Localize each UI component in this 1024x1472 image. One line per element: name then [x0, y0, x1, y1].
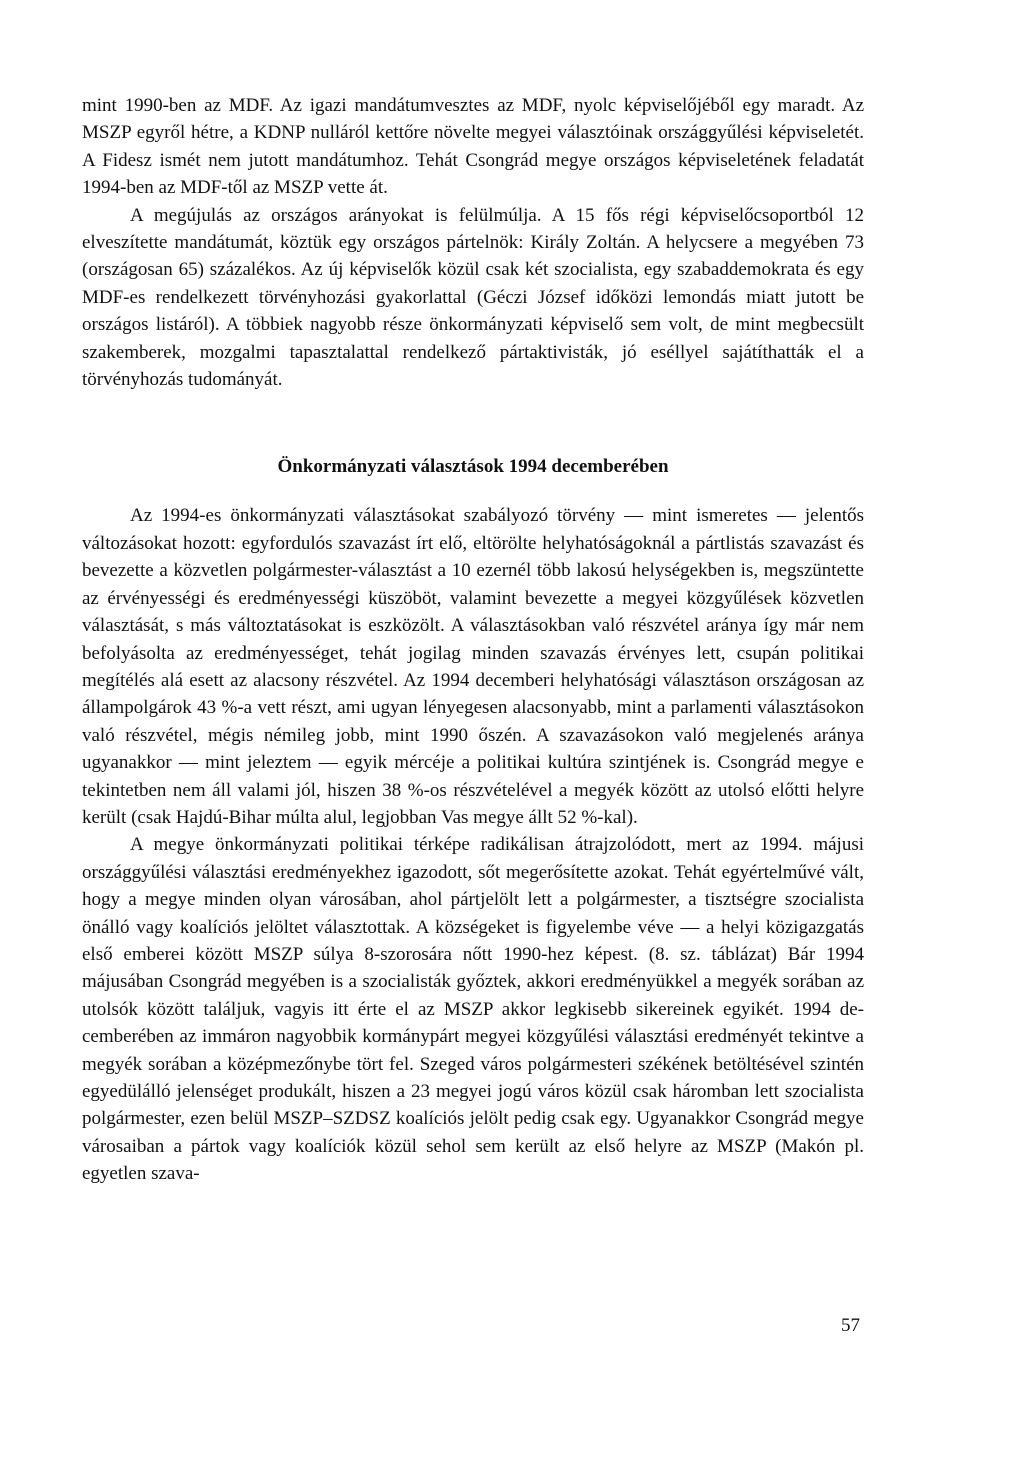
- body-paragraph-3: Az 1994-es önkormányzati választásokat szabályozó törvény — mint ismeretes — jelentős változásokat hozott: egyfordulós szavazást írt elő, eltörölte helyhatóságoknál a pártlistás szavazást és bevezette a közvetlen polgármester-választást a 10 ezernél több lakosú helységekben is, megszüntette az érvényességi és eredményességi küszöböt, valamint bevezette a megyei közgyűlések közvetlen választását, s más változtatásokat is eszközölt. A választásokban való részvétel aránya így már nem befolyásolta az eredményességet, tehát jogilag minden szavazás érvényes lett, csupán politikai megítélés alá esett az alacsony részvétel. Az 1994 decemberi helyhatósági választáson országosan az állampolgárok 43 %-a vett részt, ami ugyan lényegesen alacsonyabb, mint a parlamenti választásokon való részvétel, mégis némileg jobb, mint 1990 őszén. A szavazásokon való megjelenés aránya ugyanakkor — mint jeleztem — egyik mércéje a politikai kultúra szintjének is. Csongrád megye e tekintetben nem áll valami jól, hiszen 38 %-os részvételével a megyék között az utolsó előtti helyre került (csak Hajdú-Bihar múlta alul, legjobban Vas megye állt 52 %-kal).: [82, 505, 864, 828]
- page-body: [82, 92, 864, 1188]
- body-paragraph-1: mint 1990-ben az MDF. Az igazi mandátumvesztes az MDF, nyolc képviselőjéből egy maradt. Az MSZP egyről hétre, a KDNP nulláról kettőre növelte megyei választóinak országgyűlési képviseletét. A Fidesz ismét nem jutott mandátumhoz. Tehát Csongrád megye országos képviseletének feladatát 1994-ben az MDF-től az MSZP vette át.: [82, 95, 864, 199]
- body-paragraph-4: A megye önkormányzati politikai térképe radikálisan átrajzolódott, mert az 1994. májusi országgyűlési választási eredményekhez igazodott, sőt megerősítette azokat. Tehát egyértelművé vált, hogy a megye minden olyan városában, ahol pártjelölt lett a polgármester, a tisztségre szocialista önálló vagy koalíciós jelöltet választottak. A községeket is figyelembe véve — a helyi közigazgatás első emberei között MSZP súlya 8-szorosára nőtt 1990-hez képest. (8. sz. táblázat) Bár 1994 májusában Csongrád megyében is a szocialisták győztek, akkori eredményükkel a megyék sorában az utolsók között találjuk, vagyis itt érte el az MSZP akkor legkisebb sikereinek egyikét. 1994 decemberében az immáron nagyobbik kormánypárt megyei közgyűlési választási eredményét tekintve a megyék sorában a középmezőnybe tört fel. Szeged város polgármesteri székének betöltésével szintén egyedülálló jelenséget produkált, hiszen a 23 megyei jogú város közül csak háromban lett szocialista polgármester, ezen belül MSZP–SZDSZ koalíciós jelölt pedig csak egy. Ugyanakkor Csongrád megye városaiban a pártok vagy koalíciók közül sehol sem került az első helyre az MSZP (Makón pl. egyetlen szava-: [82, 834, 864, 1185]
- section-heading: Önkormányzati választások 1994 decemberében: [277, 456, 669, 478]
- body-paragraph-2: A megújulás az országos arányokat is felülmúlja. A 15 fős régi képviselőcsoportból 12 elveszítette mandátumát, köztük egy országos pártelnök: Király Zoltán. A helycsere a megyében 73 (országosan 65) százalékos. Az új képviselők közül csak két szocialista, egy szabaddemokrata és egy MDF-es rendelkezett törvényhozási gyakorlattal (Géczi József időközi lemondás miatt jutott be országos listáról). A többiek nagyobb része önkormányzati képviselő sem volt, de mint megbecsült szakemberek, mozgalmi tapasztalattal rendelkező pártaktivisták, jó eséllyel sajátíthatták el a törvényhozás tudományát.: [82, 204, 864, 391]
- page-number: 57: [841, 1315, 860, 1336]
